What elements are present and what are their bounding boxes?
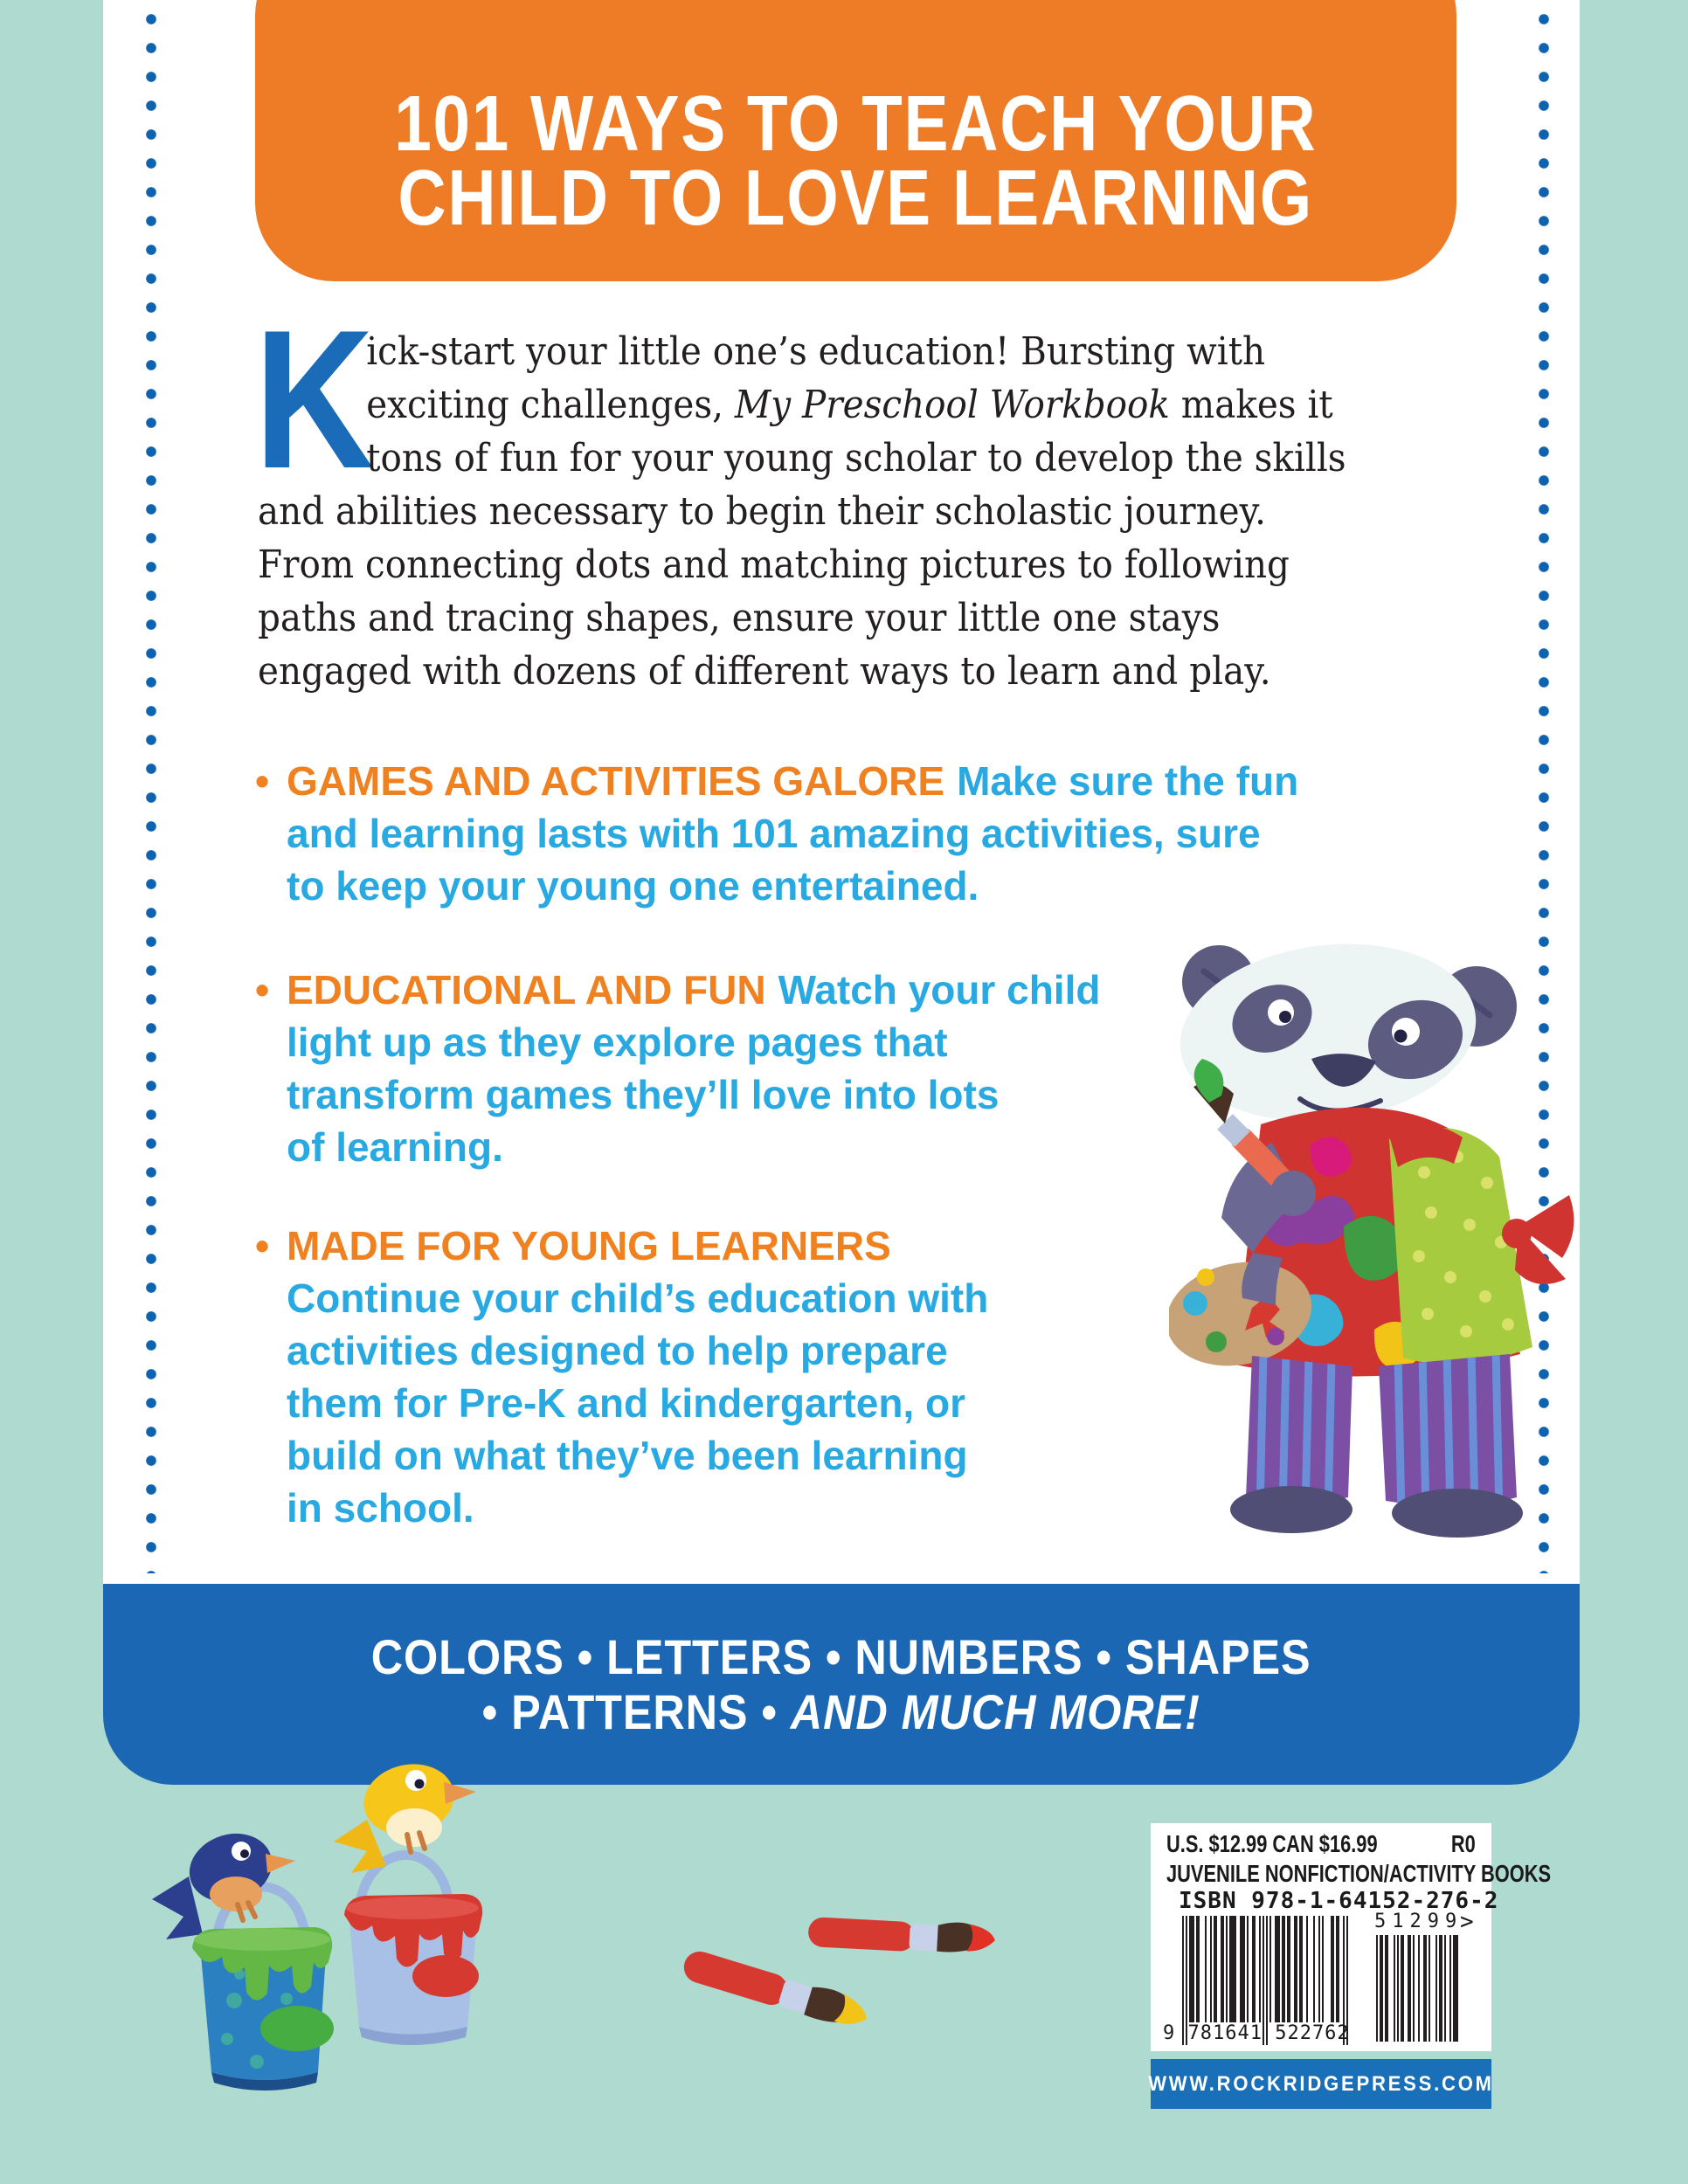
bullet-text-line: them for Pre-K and kindergarten, or <box>287 1380 966 1426</box>
book-title: My Preschool Workbook <box>734 383 1170 427</box>
intro-line: ick-start your little one’s education! Bursting with <box>366 329 1266 374</box>
bullet-marker: • <box>255 967 270 1013</box>
bullet-title: GAMES AND ACTIVITIES GALORE <box>287 758 945 804</box>
bullet-marker: • <box>255 1223 270 1268</box>
dropcap-letter: K <box>254 288 375 509</box>
isbn-text: ISBN 978-1-64152-276-2 <box>1179 1888 1499 1914</box>
supplement-arrow: > <box>1460 1909 1474 1935</box>
intro-text: makes it <box>1169 383 1333 427</box>
paintbrushes-illustration <box>677 1894 996 2025</box>
print-code: R0 <box>1451 1830 1476 1857</box>
bullet-made-for-young-learners <box>255 1220 988 1534</box>
bullet-title: EDUCATIONAL AND FUN <box>287 967 766 1013</box>
intro-line: and abilities necessary to begin their scholastic journey. <box>258 489 1266 534</box>
brush-red-paint <box>807 1915 996 1956</box>
headline-line1: 101 WAYS TO TEACH YOUR <box>394 80 1318 168</box>
bullet-title: MADE FOR YOUNG LEARNERS <box>287 1223 891 1268</box>
price-text: U.S. $12.99 CAN $16.99 <box>1166 1830 1378 1857</box>
supplement-barcode <box>1374 1935 1458 2042</box>
bullet-games-and-activities <box>255 755 1298 912</box>
panda-artist-illustration <box>1169 936 1587 1538</box>
intro-line: From connecting dots and matching pictures to following <box>258 543 1290 587</box>
bullet-text-line: light up as they explore pages that <box>287 1019 948 1065</box>
intro-text: exciting challenges, <box>366 383 735 427</box>
bullet-text-line: Make sure the fun <box>957 758 1299 804</box>
supplement-digits: 51299 <box>1374 1911 1463 1932</box>
ean13-digits: 9 781641 522762 <box>1163 2022 1350 2044</box>
publisher-website-bar <box>1148 2059 1494 2109</box>
bullet-text-line: and learning lasts with 101 amazing activities, sure <box>287 811 1261 856</box>
bullet-text-line: Watch your child <box>778 967 1101 1013</box>
bullet-marker: • <box>255 758 270 804</box>
intro-line: tons of fun for your young scholar to develop the skills <box>366 436 1346 480</box>
barcode-box <box>1151 1823 1552 2051</box>
bullet-text-line: transform games they’ll love into lots <box>287 1072 1000 1117</box>
intro-paragraph <box>254 288 1455 698</box>
topics-line2-italic: AND MUCH MORE! <box>791 1684 1201 1739</box>
bullet-text-line: Continue your child’s education with <box>287 1275 989 1321</box>
topics-line2 <box>482 1684 1200 1739</box>
bullet-text-line: to keep your young one entertained. <box>287 863 979 909</box>
bullet-text-line: activities designed to help prepare <box>287 1328 948 1373</box>
bullet-educational-and-fun <box>255 964 1100 1173</box>
topics-line1: COLORS • LETTERS • NUMBERS • SHAPES <box>371 1629 1311 1684</box>
bullet-text-line: build on what they’ve been learning <box>287 1433 968 1478</box>
headline-line2: CHILD TO LOVE LEARNING <box>398 155 1314 242</box>
topics-line2-plain: • PATTERNS • <box>481 1684 792 1739</box>
intro-line: engaged with dozens of different ways to learn and play. <box>258 649 1271 694</box>
headline-banner <box>255 0 1456 281</box>
intro-line: paths and tracing shapes, ensure your little one stays <box>258 596 1221 640</box>
brush-yellow-paint <box>680 1946 872 2025</box>
paint-buckets-with-birds-illustration <box>147 1737 522 2104</box>
dotted-border-left <box>145 5 157 1573</box>
bullet-text-line: of learning. <box>287 1124 503 1170</box>
category-text: JUVENILE NONFICTION/ACTIVITY BOOKS <box>1166 1860 1552 1887</box>
publisher-website: WWW.ROCKRIDGEPRESS.COM <box>1148 2071 1494 2096</box>
intro-line <box>258 378 1359 432</box>
bullet-text-line: in school. <box>287 1485 474 1531</box>
